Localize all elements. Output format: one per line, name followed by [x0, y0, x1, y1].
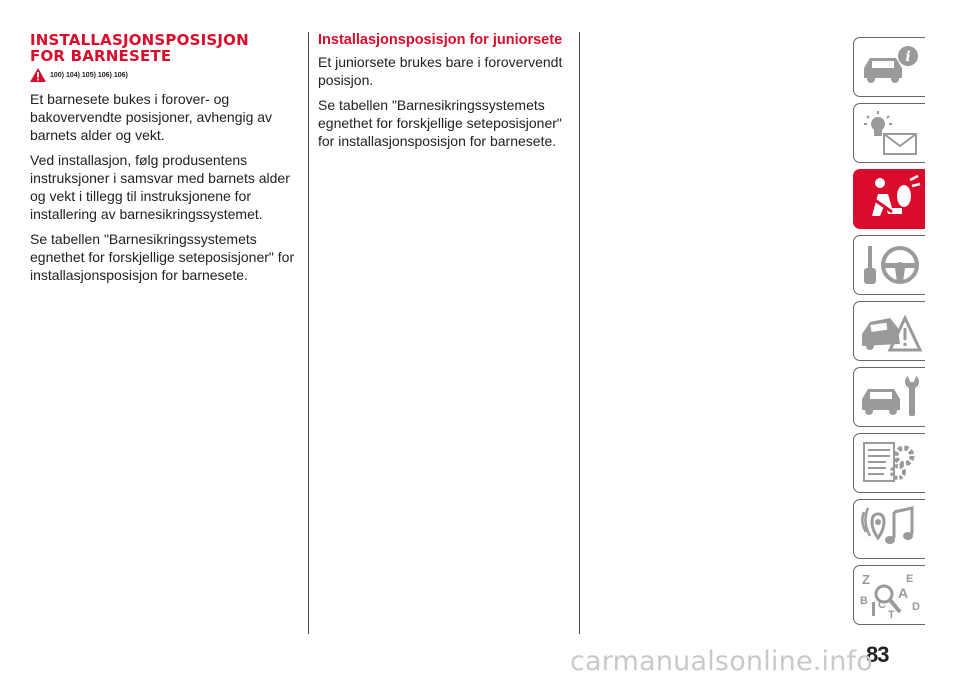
nav-tab-warning-lights[interactable]	[853, 103, 925, 163]
nav-tab-emergency[interactable]	[853, 301, 925, 361]
car-info-icon	[858, 42, 922, 92]
paragraph: Ved installasjon, følg produsentens instruksjoner i samsvar med barnets alder og vekt i tillegg til instruksjonene for installering av barnesikringssystemet.	[30, 152, 290, 222]
warning-references	[30, 68, 298, 82]
column-divider	[308, 32, 309, 634]
seatbelt-airbag-icon	[858, 174, 922, 224]
page-number: 83	[866, 642, 889, 667]
warning-triangle-icon	[30, 68, 46, 82]
nav-tab-maintenance[interactable]	[853, 367, 925, 427]
key-steering-wheel-icon	[858, 240, 922, 290]
column-divider	[579, 32, 580, 634]
nav-tab-index[interactable]	[853, 565, 925, 625]
index-letter: T	[887, 609, 895, 620]
svg-text:i: i	[904, 49, 911, 65]
car-accident-warning-icon	[858, 306, 922, 356]
paragraph: Se tabellen "Barnesikringssystemets egnethet for forskjellige seteposisjoner" for installasjonsposisjon for barnesete.	[30, 231, 295, 283]
nav-tab-technical-data[interactable]	[853, 433, 925, 493]
subsection-heading: Installasjonsposisjon for juniorsete	[318, 32, 563, 48]
left-column	[30, 32, 298, 291]
paragraph: Et barnesete bukes i forover- og bakovervendte posisjoner, avhengig av barnets alder og vekt.	[30, 91, 273, 143]
nav-tab-safety[interactable]	[853, 169, 925, 229]
index-letter: E	[905, 573, 913, 585]
warning-light-message-icon	[858, 108, 922, 158]
warning-refs-text: 100) 104) 105) 106) 106)	[50, 71, 128, 79]
car-maintenance-wrench-icon	[858, 372, 922, 422]
chapter-nav	[853, 37, 927, 631]
index-letter: D	[911, 601, 920, 613]
watermark: carmanualsonline.info	[570, 646, 873, 677]
alphabetical-index-search-icon	[858, 570, 922, 620]
index-letter: B	[859, 595, 868, 607]
index-letter: A	[897, 585, 908, 601]
multimedia-music-icon	[858, 504, 922, 554]
nav-tab-multimedia[interactable]	[853, 499, 925, 559]
paragraph: Se tabellen "Barnesikringssystemets egnethet for forskjellige seteposisjoner" for installasjonsposisjon for barnesete.	[318, 97, 562, 149]
index-letter: C	[877, 599, 886, 611]
section-heading: INSTALLASJONSPOSISJON FOR BARNESETE	[30, 31, 249, 65]
index-letter: Z	[861, 572, 870, 587]
middle-column	[318, 32, 574, 157]
nav-tab-starting-driving[interactable]	[853, 235, 925, 295]
specifications-gears-icon	[858, 438, 922, 488]
nav-tab-car-info[interactable]	[853, 37, 925, 97]
paragraph: Et juniorsete brukes bare i forovervendt posisjon.	[318, 54, 563, 88]
